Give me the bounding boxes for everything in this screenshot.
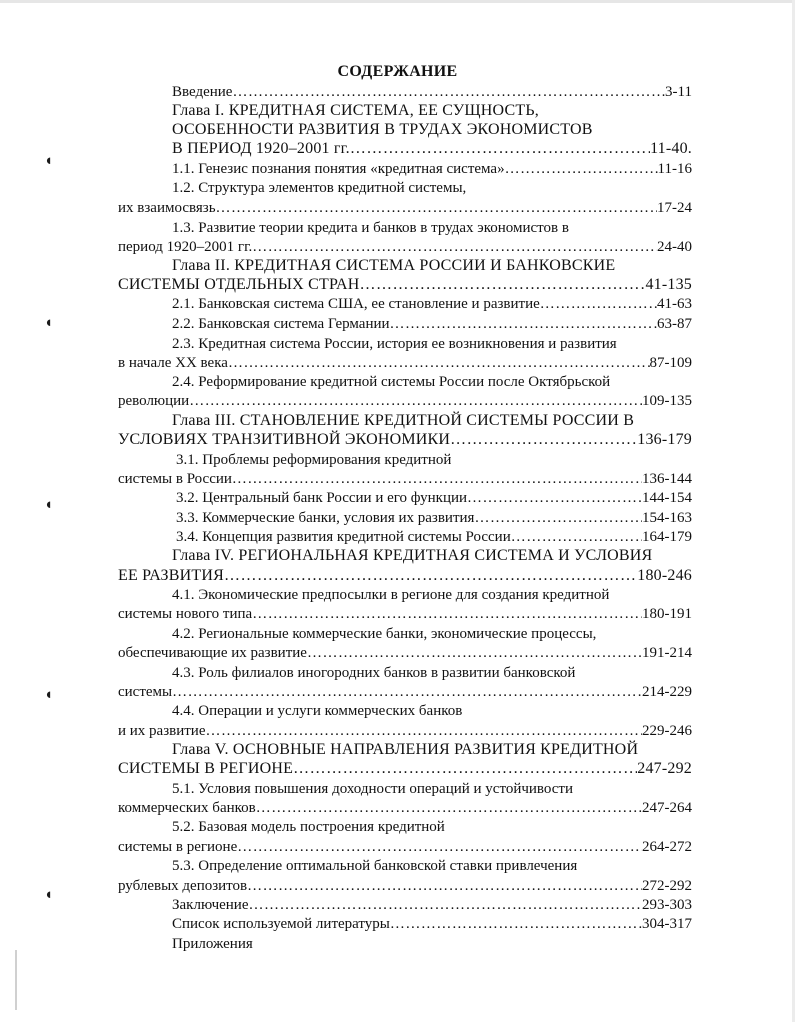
toc-section-5-3: 5.3. Определение оптимальной банковской ставки привлечения bbox=[172, 858, 578, 874]
toc-chapter-2-title: Глава II. КРЕДИТНАЯ СИСТЕМА РОССИИ И БАНКОВСКИЕ bbox=[172, 257, 616, 274]
binding-hole-icon: ◖ bbox=[44, 887, 54, 903]
toc-chapter-1-end: В ПЕРИОД 1920–2001 гг. …………………………………………………………………………………………………………………………………………………………………………………………… 11-40. bbox=[172, 139, 692, 159]
toc-section-3-1: 3.1. Проблемы реформирования кредитной bbox=[176, 452, 452, 468]
scan-edge-top bbox=[0, 0, 795, 3]
toc-chapter-5-end: СИСТЕМЫ В РЕГИОНЕ …………………………………………………………………………………………………………………………………………………………………………………………… 247-292 bbox=[118, 759, 692, 779]
toc-section-4-3: 4.3. Роль филиалов иногородних банков в развитии банковской bbox=[172, 665, 576, 681]
binding-hole-icon: ◖ bbox=[44, 497, 54, 513]
toc-section-2-3: 2.3. Кредитная система России, история ее возникновения и развития bbox=[172, 336, 617, 352]
toc-chapter-1-title: Глава I. КРЕДИТНАЯ СИСТЕМА, ЕЕ СУЩНОСТЬ, bbox=[172, 102, 539, 119]
toc-section-5-1-cont: коммерческих банков …………………………………………………………………………………………………………………………………………………………………………………………… 247-264 bbox=[118, 798, 692, 818]
toc-section-3-2: 3.2. Центральный банк России и его функции …………………………………………………………………………………………………………………………………………………………………………………………… 144-154 bbox=[176, 488, 692, 508]
toc-section-5-2: 5.2. Базовая модель построения кредитной bbox=[172, 819, 445, 835]
toc-entry-intro: Введение …………………………………………………………………………………………………………………………………………………………………………………………… 3-11 bbox=[172, 82, 692, 102]
toc-section-5-3-cont: рублевых депозитов …………………………………………………………………………………………………………………………………………………………………………………………… 272-292 bbox=[118, 876, 692, 896]
binding-hole-icon: ◖ bbox=[44, 687, 54, 703]
toc-entry-conclusion: Заключение …………………………………………………………………………………………………………………………………………………………………………………………… 293-303 bbox=[172, 895, 692, 915]
toc-section-1-3: 1.3. Развитие теории кредита и банков в трудах экономистов в bbox=[172, 220, 569, 236]
binding-hole-icon: ◖ bbox=[44, 315, 54, 331]
toc-chapter-5-title: Глава V. ОСНОВНЫЕ НАПРАВЛЕНИЯ РАЗВИТИЯ КРЕДИТНОЙ bbox=[172, 741, 639, 758]
toc-section-1-2-cont: их взаимосвязь …………………………………………………………………………………………………………………………………………………………………………………………… 17-24 bbox=[118, 198, 692, 218]
toc-section-4-4-cont: и их развитие …………………………………………………………………………………………………………………………………………………………………………………………… 229-246 bbox=[118, 721, 692, 741]
toc-chapter-3-title: Глава III. СТАНОВЛЕНИЕ КРЕДИТНОЙ СИСТЕМЫ РОССИИ В bbox=[172, 412, 635, 429]
toc-section-5-2-cont: системы в регионе …………………………………………………………………………………………………………………………………………………………………………………………… 264-272 bbox=[118, 837, 692, 857]
toc-section-1-1: 1.1. Генезис познания понятия «кредитная система» …………………………………………………………………………………………………………………………………………………………………………………………… 11-16 bbox=[172, 159, 692, 179]
toc-section-5-1: 5.1. Условия повышения доходности операций и устойчивости bbox=[172, 781, 574, 797]
toc-section-1-2: 1.2. Структура элементов кредитной системы, bbox=[172, 180, 467, 196]
toc-section-2-1: 2.1. Банковская система США, ее становление и развитие …………………………………………………………………………………………………………………………………………………………………………………………… 41-63 bbox=[172, 294, 692, 314]
toc-section-2-4-cont: революции …………………………………………………………………………………………………………………………………………………………………………………………… 109-135 bbox=[118, 391, 692, 411]
binding-hole-icon: ◖ bbox=[44, 153, 54, 169]
toc-entry-bibliography: Список используемой литературы …………………………………………………………………………………………………………………………………………………………………………………………… 304-317 bbox=[172, 914, 692, 934]
toc-section-2-2: 2.2. Банковская система Германии …………………………………………………………………………………………………………………………………………………………………………………………… 63-87 bbox=[172, 314, 692, 334]
toc-section-3-4: 3.4. Концепция развития кредитной системы России …………………………………………………………………………………………………………………………………………………………………………………………… 164-179 bbox=[176, 527, 692, 547]
toc-section-4-2-cont: обеспечивающие их развитие …………………………………………………………………………………………………………………………………………………………………………………………… 191-214 bbox=[118, 643, 692, 663]
scan-margin-mark bbox=[15, 950, 17, 1010]
toc-section-3-1-cont: системы в России …………………………………………………………………………………………………………………………………………………………………………………………… 136-144 bbox=[118, 469, 692, 489]
page-title: СОДЕРЖАНИЕ bbox=[337, 63, 458, 80]
toc-chapter-1-title-cont: ОСОБЕННОСТИ РАЗВИТИЯ В ТРУДАХ ЭКОНОМИСТОВ bbox=[172, 121, 593, 138]
toc-section-2-3-cont: в начале XX века …………………………………………………………………………………………………………………………………………………………………………………………… 87-109 bbox=[118, 353, 692, 373]
toc-section-4-1: 4.1. Экономические предпосылки в регионе для создания кредитной bbox=[172, 587, 610, 603]
toc-section-3-3: 3.3. Коммерческие банки, условия их развития …………………………………………………………………………………………………………………………………………………………………………………………… 154-163 bbox=[176, 508, 692, 528]
toc-section-4-4: 4.4. Операции и услуги коммерческих банков bbox=[172, 703, 463, 719]
toc-chapter-2-end: СИСТЕМЫ ОТДЕЛЬНЫХ СТРАН …………………………………………………………………………………………………………………………………………………………………………………………… 41-135 bbox=[118, 275, 692, 295]
toc-chapter-4-end: ЕЕ РАЗВИТИЯ …………………………………………………………………………………………………………………………………………………………………………………………… 180-246 bbox=[118, 566, 692, 586]
toc-section-2-4: 2.4. Реформирование кредитной системы России после Октябрьской bbox=[172, 374, 611, 390]
toc-section-4-2: 4.2. Региональные коммерческие банки, экономические процессы, bbox=[172, 626, 597, 642]
toc-chapter-4-title: Глава IV. РЕГИОНАЛЬНАЯ КРЕДИТНАЯ СИСТЕМА И УСЛОВИЯ bbox=[172, 547, 653, 564]
toc-section-1-3-cont: период 1920–2001 гг. …………………………………………………………………………………………………………………………………………………………………………………………… 24-40 bbox=[118, 237, 692, 257]
toc-entry-appendices: Приложения bbox=[172, 936, 253, 952]
toc-chapter-3-end: УСЛОВИЯХ ТРАНЗИТИВНОЙ ЭКОНОМИКИ …………………………………………………………………………………………………………………………………………………………………………………………… 136-179 bbox=[118, 430, 692, 450]
toc-section-4-1-cont: системы нового типа …………………………………………………………………………………………………………………………………………………………………………………………… 180-191 bbox=[118, 604, 692, 624]
toc-section-4-3-cont: системы …………………………………………………………………………………………………………………………………………………………………………………………… 214-229 bbox=[118, 682, 692, 702]
